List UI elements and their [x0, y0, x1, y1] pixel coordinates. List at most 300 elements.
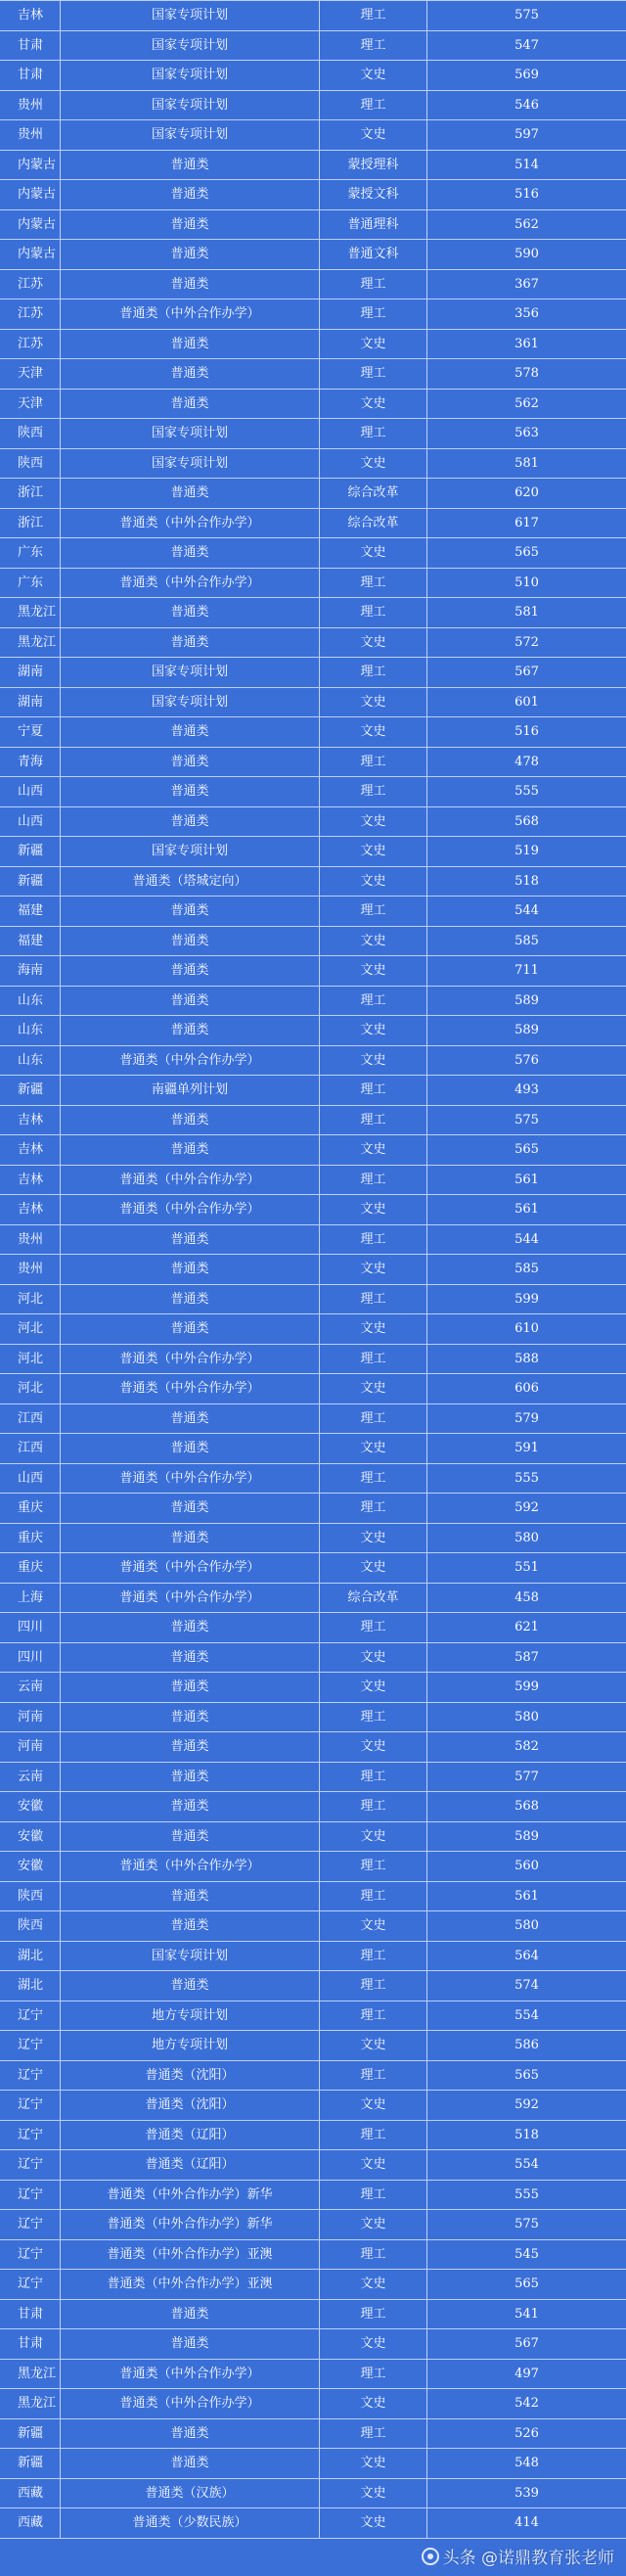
- category-cell: 普通类（中外合作办学）: [61, 1553, 320, 1583]
- subject-cell: 文史: [320, 1524, 427, 1553]
- score-cell: 572: [514, 634, 539, 650]
- category-cell: 普通类: [61, 717, 320, 747]
- category-cell: 国家专项计划: [61, 120, 320, 150]
- subject-cell: 文史: [320, 867, 427, 897]
- table-row: [0, 509, 626, 539]
- table-row: [0, 598, 626, 628]
- score-cell: 606: [514, 1381, 539, 1397]
- score-cell: 601: [514, 694, 539, 710]
- subject-cell: 文史: [320, 956, 427, 986]
- score-cell: 575: [514, 1112, 539, 1127]
- category-cell: 普通类（中外合作办学）: [61, 1195, 320, 1224]
- table-row: [0, 390, 626, 420]
- score-cell: 610: [514, 1321, 539, 1337]
- category-cell: 普通类（中外合作办学）: [61, 1374, 320, 1403]
- table-row: [0, 240, 626, 270]
- table-row: [0, 897, 626, 927]
- province-cell: 湖北: [0, 1942, 61, 1971]
- score-cell: 580: [514, 1530, 539, 1545]
- score-cell: 585: [514, 933, 539, 948]
- score-cell: 545: [514, 2246, 539, 2262]
- table-row: [0, 1524, 626, 1554]
- province-cell: 重庆: [0, 1494, 61, 1523]
- score-cell: 575: [514, 2217, 539, 2232]
- subject-cell: 理工: [320, 1106, 427, 1135]
- province-cell: 辽宁: [0, 2061, 61, 2091]
- province-cell: 山西: [0, 1464, 61, 1494]
- category-cell: 普通类（辽阳）: [61, 2150, 320, 2180]
- province-cell: 江西: [0, 1434, 61, 1463]
- province-cell: 福建: [0, 897, 61, 926]
- table-row: [0, 1703, 626, 1733]
- category-cell: 普通类: [61, 1673, 320, 1702]
- score-cell: 567: [514, 665, 539, 680]
- province-cell: 甘肃: [0, 31, 61, 61]
- province-cell: 贵州: [0, 1225, 61, 1255]
- table-row: [0, 1434, 626, 1464]
- subject-cell: 文史: [320, 2150, 427, 2180]
- table-row: [0, 569, 626, 599]
- table-row: [0, 688, 626, 718]
- category-cell: 国家专项计划: [61, 837, 320, 866]
- subject-cell: 文史: [320, 927, 427, 956]
- subject-cell: 文史: [320, 2449, 427, 2478]
- table-row: [0, 2121, 626, 2151]
- category-cell: 普通类: [61, 538, 320, 568]
- category-cell: 普通类: [61, 1613, 320, 1642]
- category-cell: 普通类: [61, 359, 320, 389]
- province-cell: 河北: [0, 1285, 61, 1314]
- province-cell: 新疆: [0, 1076, 61, 1105]
- category-cell: 普通类: [61, 1016, 320, 1045]
- category-cell: 普通类: [61, 807, 320, 837]
- table-row: [0, 1374, 626, 1404]
- category-cell: 普通类（汉族）: [61, 2479, 320, 2508]
- table-row: [0, 1613, 626, 1643]
- score-cell: 591: [514, 1441, 539, 1456]
- category-cell: 普通类: [61, 1494, 320, 1523]
- table-row: [0, 1195, 626, 1225]
- score-cell: 578: [514, 366, 539, 382]
- subject-cell: 文史: [320, 717, 427, 747]
- score-cell: 544: [514, 903, 539, 919]
- subject-cell: 文史: [320, 2329, 427, 2359]
- table-row: [0, 1882, 626, 1912]
- province-cell: 宁夏: [0, 717, 61, 747]
- subject-cell: 理工: [320, 658, 427, 687]
- category-cell: 普通类: [61, 897, 320, 926]
- category-cell: 普通类: [61, 2300, 320, 2329]
- table-row: [0, 1464, 626, 1495]
- score-cell: 562: [514, 395, 539, 411]
- category-cell: 普通类: [61, 2329, 320, 2359]
- province-cell: 陕西: [0, 419, 61, 448]
- subject-cell: 理工: [320, 299, 427, 329]
- subject-cell: 理工: [320, 2300, 427, 2329]
- score-cell: 597: [514, 127, 539, 143]
- province-cell: 湖南: [0, 658, 61, 687]
- subject-cell: 理工: [320, 1464, 427, 1494]
- category-cell: 普通类（中外合作办学）: [61, 1345, 320, 1374]
- table-row: [0, 2210, 626, 2240]
- category-cell: 普通类（中外合作办学）: [61, 1166, 320, 1195]
- subject-cell: 文史: [320, 2479, 427, 2508]
- category-cell: 普通类: [61, 479, 320, 508]
- score-cell: 541: [514, 2306, 539, 2322]
- category-cell: 普通类（中外合作办学）新华: [61, 2181, 320, 2210]
- table-row: [0, 628, 626, 659]
- score-cell: 561: [514, 1202, 539, 1218]
- table-row: [0, 479, 626, 509]
- province-cell: 安徽: [0, 1852, 61, 1881]
- province-cell: 四川: [0, 1643, 61, 1673]
- score-cell: 561: [514, 1172, 539, 1187]
- table-row: [0, 2389, 626, 2419]
- category-cell: 普通类: [61, 1732, 320, 1762]
- watermark: [422, 2544, 614, 2568]
- table-row: [0, 807, 626, 838]
- province-cell: 福建: [0, 927, 61, 956]
- province-cell: 贵州: [0, 1255, 61, 1284]
- score-cell: 555: [514, 2186, 539, 2202]
- table-row: [0, 927, 626, 957]
- category-cell: 地方专项计划: [61, 2031, 320, 2060]
- category-cell: 国家专项计划: [61, 449, 320, 479]
- province-cell: 海南: [0, 956, 61, 986]
- province-cell: 吉林: [0, 1166, 61, 1195]
- subject-cell: 理工: [320, 1852, 427, 1881]
- category-cell: 国家专项计划: [61, 1, 320, 30]
- table-row: [0, 2270, 626, 2300]
- table-row: [0, 748, 626, 778]
- score-cell: 519: [514, 844, 539, 859]
- score-cell: 518: [514, 2127, 539, 2142]
- score-cell: 548: [514, 2456, 539, 2471]
- table-row: [0, 2449, 626, 2479]
- table-row: [0, 1106, 626, 1136]
- table-row: [0, 120, 626, 151]
- province-cell: 辽宁: [0, 2240, 61, 2270]
- category-cell: 普通类: [61, 1135, 320, 1165]
- table-row: [0, 1494, 626, 1524]
- table-row: [0, 1285, 626, 1315]
- score-cell: 621: [514, 1620, 539, 1635]
- category-cell: 国家专项计划: [61, 1942, 320, 1971]
- score-cell: 565: [514, 1142, 539, 1158]
- table-row: [0, 837, 626, 867]
- table-row: [0, 2181, 626, 2211]
- table-row: [0, 419, 626, 449]
- province-cell: 甘肃: [0, 2300, 61, 2329]
- province-cell: 贵州: [0, 91, 61, 120]
- score-cell: 367: [514, 276, 539, 292]
- subject-cell: 文史: [320, 1195, 427, 1224]
- category-cell: 普通类: [61, 1882, 320, 1911]
- province-cell: 贵州: [0, 120, 61, 150]
- category-cell: 普通类: [61, 1255, 320, 1284]
- subject-cell: 理工: [320, 987, 427, 1016]
- category-cell: 普通类: [61, 270, 320, 299]
- score-cell: 586: [514, 2038, 539, 2053]
- category-cell: 普通类: [61, 628, 320, 658]
- table-row: [0, 1553, 626, 1584]
- subject-cell: 理工: [320, 777, 427, 806]
- score-cell: 526: [514, 2425, 539, 2441]
- subject-cell: 理工: [320, 31, 427, 61]
- subject-cell: 理工: [320, 1494, 427, 1523]
- subject-cell: 文史: [320, 1434, 427, 1463]
- subject-cell: 文史: [320, 2270, 427, 2299]
- category-cell: 普通类: [61, 1434, 320, 1463]
- category-cell: 普通类（塔城定向）: [61, 867, 320, 897]
- score-cell: 563: [514, 426, 539, 441]
- subject-cell: 综合改革: [320, 509, 427, 538]
- score-cell: 562: [514, 216, 539, 232]
- province-cell: 西藏: [0, 2479, 61, 2508]
- table-row: [0, 1, 626, 31]
- subject-cell: 文史: [320, 120, 427, 150]
- table-row: [0, 270, 626, 300]
- toutiao-logo-icon: [422, 2548, 439, 2565]
- score-cell: 577: [514, 1769, 539, 1784]
- category-cell: 普通类: [61, 1285, 320, 1314]
- subject-cell: 文史: [320, 1255, 427, 1284]
- score-cell: 592: [514, 1500, 539, 1516]
- category-cell: 普通类: [61, 1911, 320, 1941]
- category-cell: 普通类: [61, 956, 320, 986]
- subject-cell: 理工: [320, 2419, 427, 2449]
- table-row: [0, 2360, 626, 2390]
- category-cell: 普通类（中外合作办学）: [61, 299, 320, 329]
- table-row: [0, 180, 626, 210]
- score-cell: 510: [514, 575, 539, 590]
- province-cell: 吉林: [0, 1, 61, 30]
- score-cell: 585: [514, 1262, 539, 1277]
- table-row: [0, 31, 626, 62]
- subject-cell: 文史: [320, 330, 427, 359]
- subject-cell: 理工: [320, 598, 427, 627]
- score-cell: 551: [514, 1560, 539, 1576]
- table-row: [0, 151, 626, 181]
- score-cell: 569: [514, 68, 539, 83]
- province-cell: 辽宁: [0, 2031, 61, 2060]
- subject-cell: 普通理科: [320, 210, 427, 240]
- category-cell: 普通类（中外合作办学）: [61, 1852, 320, 1881]
- province-cell: 云南: [0, 1673, 61, 1702]
- score-cell: 711: [514, 963, 539, 979]
- province-cell: 安徽: [0, 1792, 61, 1821]
- score-cell: 579: [514, 1410, 539, 1426]
- table-row: [0, 658, 626, 688]
- subject-cell: 文史: [320, 1643, 427, 1673]
- subject-cell: 文史: [320, 1911, 427, 1941]
- province-cell: 江苏: [0, 270, 61, 299]
- category-cell: 国家专项计划: [61, 419, 320, 448]
- province-cell: 新疆: [0, 2449, 61, 2478]
- table-row: [0, 2061, 626, 2092]
- province-cell: 黑龙江: [0, 598, 61, 627]
- subject-cell: 文史: [320, 2091, 427, 2120]
- province-cell: 辽宁: [0, 2001, 61, 2031]
- category-cell: 南疆单列计划: [61, 1076, 320, 1105]
- province-cell: 四川: [0, 1613, 61, 1642]
- score-cell: 582: [514, 1739, 539, 1755]
- score-cell: 361: [514, 336, 539, 351]
- province-cell: 江苏: [0, 299, 61, 329]
- table-row: [0, 1404, 626, 1435]
- table-row: [0, 91, 626, 121]
- subject-cell: 理工: [320, 1703, 427, 1732]
- category-cell: 普通类（辽阳）: [61, 2121, 320, 2150]
- subject-cell: 文史: [320, 1374, 427, 1403]
- table-row: [0, 1584, 626, 1614]
- subject-cell: 文史: [320, 1553, 427, 1583]
- subject-cell: 文史: [320, 837, 427, 866]
- category-cell: 普通类: [61, 2449, 320, 2478]
- table-row: [0, 1822, 626, 1853]
- subject-cell: 理工: [320, 2240, 427, 2270]
- category-cell: 普通类（沈阳）: [61, 2061, 320, 2091]
- subject-cell: 理工: [320, 91, 427, 120]
- subject-cell: 理工: [320, 1076, 427, 1105]
- province-cell: 新疆: [0, 837, 61, 866]
- subject-cell: 文史: [320, 538, 427, 568]
- table-row: [0, 1314, 626, 1345]
- subject-cell: 文史: [320, 688, 427, 717]
- subject-cell: 文史: [320, 1822, 427, 1852]
- category-cell: 普通类（中外合作办学）亚澳: [61, 2270, 320, 2299]
- subject-cell: 文史: [320, 2031, 427, 2060]
- subject-cell: 理工: [320, 1345, 427, 1374]
- province-cell: 河北: [0, 1314, 61, 1344]
- province-cell: 陕西: [0, 449, 61, 479]
- subject-cell: 理工: [320, 1285, 427, 1314]
- category-cell: 国家专项计划: [61, 61, 320, 90]
- category-cell: 国家专项计划: [61, 658, 320, 687]
- table-row: [0, 210, 626, 241]
- table-row: [0, 1673, 626, 1703]
- province-cell: 天津: [0, 390, 61, 419]
- score-cell: 620: [514, 485, 539, 501]
- province-cell: 山东: [0, 1046, 61, 1076]
- province-cell: 云南: [0, 1763, 61, 1792]
- table-row: [0, 1166, 626, 1196]
- category-cell: 国家专项计划: [61, 688, 320, 717]
- province-cell: 陕西: [0, 1911, 61, 1941]
- category-cell: 普通类（中外合作办学）: [61, 1464, 320, 1494]
- score-cell: 567: [514, 2336, 539, 2352]
- table-row: [0, 1255, 626, 1285]
- province-cell: 甘肃: [0, 2329, 61, 2359]
- category-cell: 普通类: [61, 1792, 320, 1821]
- subject-cell: 文史: [320, 628, 427, 658]
- province-cell: 黑龙江: [0, 2360, 61, 2389]
- score-cell: 589: [514, 992, 539, 1008]
- category-cell: 普通类（中外合作办学）: [61, 2360, 320, 2389]
- province-cell: 江西: [0, 1404, 61, 1434]
- score-cell: 539: [514, 2485, 539, 2501]
- category-cell: 普通类: [61, 1971, 320, 2001]
- province-cell: 甘肃: [0, 61, 61, 90]
- province-cell: 河南: [0, 1703, 61, 1732]
- province-cell: 上海: [0, 1584, 61, 1613]
- table-row: [0, 1763, 626, 1793]
- category-cell: 普通类: [61, 598, 320, 627]
- category-cell: 普通类（中外合作办学）: [61, 1046, 320, 1076]
- subject-cell: 蒙授文科: [320, 180, 427, 209]
- table-row: [0, 717, 626, 748]
- score-cell: 497: [514, 2366, 539, 2381]
- table-row: [0, 1911, 626, 1942]
- table-row: [0, 2479, 626, 2509]
- province-cell: 吉林: [0, 1106, 61, 1135]
- subject-cell: 文史: [320, 2389, 427, 2418]
- score-cell: 514: [514, 157, 539, 172]
- table-row: [0, 330, 626, 360]
- score-cell: 617: [514, 515, 539, 530]
- subject-cell: 文史: [320, 2210, 427, 2239]
- category-cell: 普通类（中外合作办学）: [61, 2389, 320, 2418]
- table-row: [0, 867, 626, 897]
- category-cell: 普通类: [61, 1225, 320, 1255]
- table-row: [0, 2419, 626, 2450]
- subject-cell: 理工: [320, 1404, 427, 1434]
- category-cell: 普通类: [61, 1314, 320, 1344]
- subject-cell: 理工: [320, 2061, 427, 2091]
- province-cell: 内蒙古: [0, 180, 61, 209]
- score-cell: 516: [514, 724, 539, 740]
- table-row: [0, 1792, 626, 1822]
- table-row: [0, 299, 626, 330]
- province-cell: 重庆: [0, 1524, 61, 1553]
- province-cell: 山西: [0, 777, 61, 806]
- category-cell: 普通类: [61, 1643, 320, 1673]
- score-cell: 568: [514, 813, 539, 829]
- province-cell: 山东: [0, 987, 61, 1016]
- province-cell: 新疆: [0, 867, 61, 897]
- province-cell: 吉林: [0, 1195, 61, 1224]
- score-cell: 574: [514, 1978, 539, 1994]
- score-cell: 560: [514, 1859, 539, 1874]
- category-cell: 普通类: [61, 240, 320, 269]
- province-cell: 辽宁: [0, 2181, 61, 2210]
- category-cell: 普通类: [61, 777, 320, 806]
- score-cell: 516: [514, 187, 539, 203]
- province-cell: 天津: [0, 359, 61, 389]
- province-cell: 河北: [0, 1374, 61, 1403]
- score-cell: 575: [514, 8, 539, 23]
- category-cell: 普通类（沈阳）: [61, 2091, 320, 2120]
- subject-cell: 理工: [320, 2181, 427, 2210]
- province-cell: 浙江: [0, 509, 61, 538]
- subject-cell: 文史: [320, 2508, 427, 2538]
- score-cell: 599: [514, 1291, 539, 1307]
- subject-cell: 理工: [320, 359, 427, 389]
- province-cell: 重庆: [0, 1553, 61, 1583]
- province-cell: 内蒙古: [0, 210, 61, 240]
- score-cell: 554: [514, 2007, 539, 2023]
- score-cell: 589: [514, 1023, 539, 1038]
- category-cell: 普通类（中外合作办学）: [61, 1584, 320, 1613]
- subject-cell: 理工: [320, 1, 427, 30]
- table-row: [0, 1732, 626, 1763]
- score-cell: 493: [514, 1082, 539, 1098]
- subject-cell: 普通文科: [320, 240, 427, 269]
- province-cell: 安徽: [0, 1822, 61, 1852]
- table-row: [0, 1852, 626, 1882]
- subject-cell: 综合改革: [320, 1584, 427, 1613]
- table-row: [0, 1643, 626, 1674]
